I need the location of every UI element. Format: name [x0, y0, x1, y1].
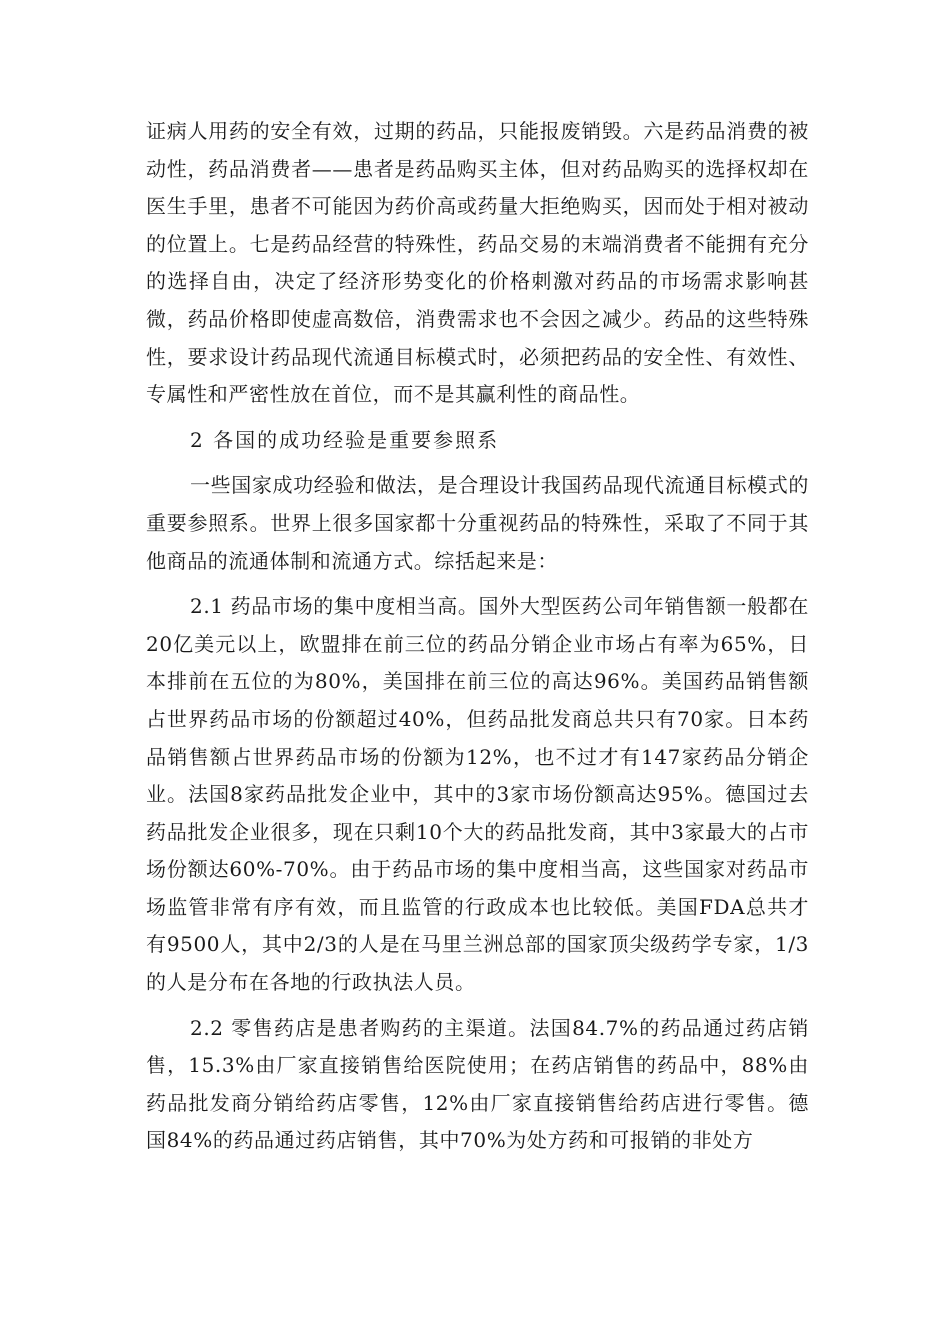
- section-heading-2: 2 各国的成功经验是重要参照系: [190, 427, 500, 452]
- document-body: [146, 113, 809, 1160]
- paragraph-market-concentration: 2.1 药品市场的集中度相当高。国外大型医药公司年销售额一般都在20亿美元以上，欧盟排在前三位的药品分销企业市场占有率为65%，日本排前在五位的为80%，美国排在前三位的高达96%。美国药品销售额占世界药品市场的份额超过40%，但药品批发商总共只有70家。日本药品销售额占世界药品市场的份额为12%，也不过才有147家药品分销企业。法国8家药品批发企业中，其中的3家市场份额高达95%。德国过去药品批发企业很多，现在只剩10个大的药品批发商，其中3家最大的占市场份额达60%-70%。由于药品市场的集中度相当高，这些国家对药品市场监管非常有序有效，而且监管的行政成本也比较低。美国FDA总共才有9500人，其中2/3的人是在马里兰洲总部的国家顶尖级药学专家，1/3的人是分布在各地的行政执法人员。: [146, 594, 809, 995]
- paragraph-international-experience: 一些国家成功经验和做法，是合理设计我国药品现代流通目标模式的重要参照系。世界上很多国家都十分重视药品的特殊性，采取了不同于其他商品的流通体制和流通方式。综括起来是：: [146, 473, 809, 573]
- paragraph-drug-specificity: 证病人用药的安全有效，过期的药品，只能报废销毁。六是药品消费的被动性，药品消费者——患者是药品购买主体，但对药品购买的选择权却在医生手里，患者不可能因为药价高或药量大拒绝购买，因而处于相对被动的位置上。七是药品经营的特殊性，药品交易的末端消费者不能拥有充分的选择自由，决定了经济形势变化的价格刺激对药品的市场需求影响甚微，药品价格即使虚高数倍，消费需求也不会因之减少。药品的这些特殊性，要求设计药品现代流通目标模式时，必须把药品的安全性、有效性、专属性和严密性放在首位，而不是其赢利性的商品性。: [146, 119, 809, 407]
- paragraph-retail-pharmacy: 2.2 零售药店是患者购药的主渠道。法国84.7%的药品通过药店销售，15.3%由厂家直接销售给医院使用；在药店销售的药品中，88%由药品批发商分销给药店零售，12%由厂家直接销售给药店进行零售。德国84%的药品通过药店销售，其中70%为处方药和可报销的非处方: [146, 1015, 809, 1153]
